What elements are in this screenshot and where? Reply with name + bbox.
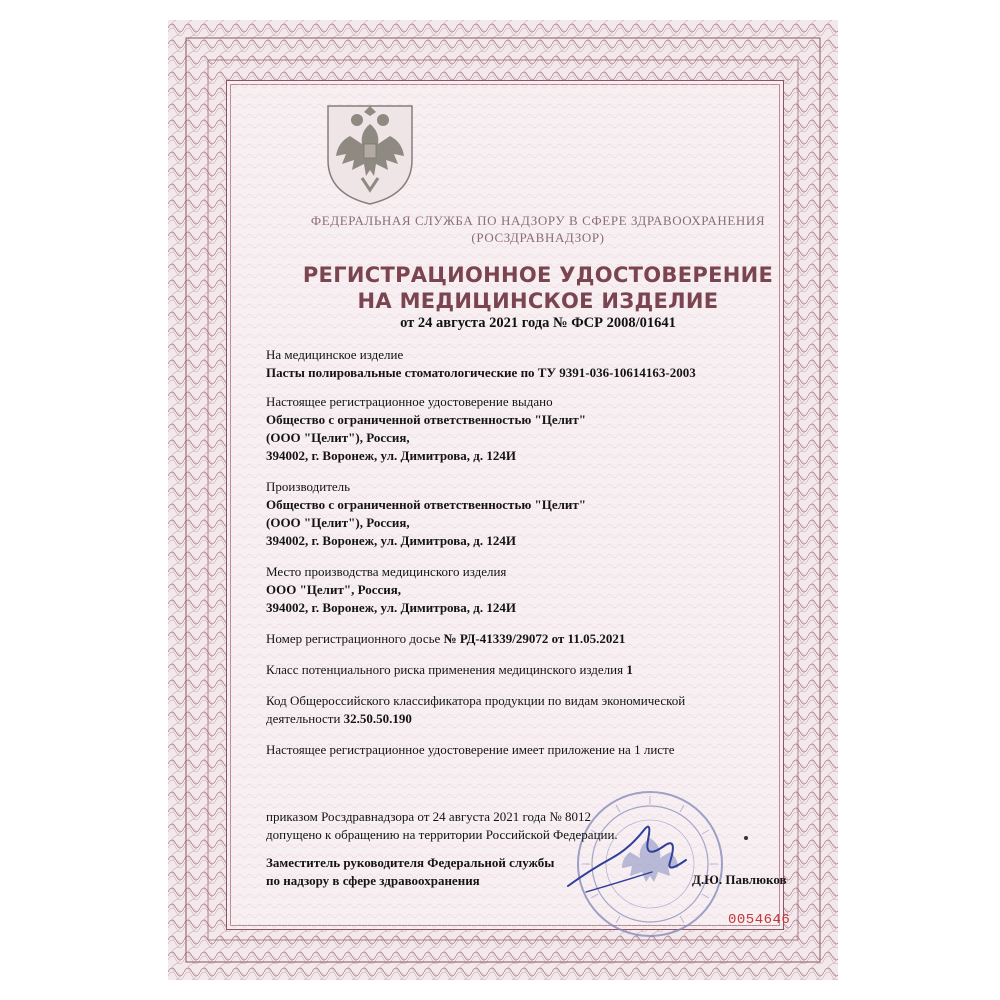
risk-class-value: 1 [626, 662, 633, 677]
agency-name-line2: (РОСЗДРАВНАДЗОР) [471, 230, 605, 245]
appendix-text: Настоящее регистрационное удостоверение имеет приложение на 1 листе [266, 742, 675, 757]
order-text [266, 808, 746, 844]
risk-class-label: Класс потенциального риска применения медицинского изделия [266, 662, 624, 677]
issued-to-address: 394002, г. Воронеж, ул. Димитрова, д. 124И [266, 448, 516, 463]
device-name: Пасты полировальные стоматологические по ТУ 9391-036-10614163-2003 [266, 365, 696, 380]
okpd-row [266, 710, 766, 728]
manufacturer-address: 394002, г. Воронеж, ул. Димитрова, д. 124И [266, 533, 516, 548]
issued-to-org: Общество с ограниченной ответственностью "Целит" [266, 412, 586, 427]
serial-number: 0054646 [728, 912, 791, 928]
order-line2: допущено к обращению на территории Российской Федерации. [266, 827, 618, 842]
device-label: На медицинское изделие [266, 347, 404, 362]
okpd-label-line1: Код Общероссийского классификатора продукции по видам экономической [266, 693, 686, 708]
agency-name-line1: ФЕДЕРАЛЬНАЯ СЛУЖБА ПО НАДЗОРУ В СФЕРЕ ЗДРАВООХРАНЕНИЯ [310, 213, 766, 228]
production-site-label: Место производства медицинского изделия [266, 564, 507, 579]
certificate-body [266, 346, 766, 759]
signer-name: Д.Ю. Павлюков [692, 872, 787, 887]
manufacturer-org: Общество с ограниченной ответственностью "Целит" [266, 497, 586, 512]
manufacturer-short: (ООО "Целит"), Россия, [266, 515, 410, 530]
okpd-label-line2: деятельности [266, 711, 341, 726]
title-line1: РЕГИСТРАЦИОННОЕ УДОСТОВЕРЕНИЕ [302, 263, 774, 287]
issued-to-label: Настоящее регистрационное удостоверение выдано [266, 394, 553, 409]
production-site-address: 394002, г. Воронеж, ул. Димитрова, д. 124И [266, 600, 516, 615]
production-site-org: ООО "Целит", Россия, [266, 582, 402, 597]
dossier-label: Номер регистрационного досье [266, 631, 441, 646]
manufacturer-label: Производитель [266, 479, 351, 494]
issued-to-short: (ООО "Целит"), Россия, [266, 430, 410, 445]
dossier-row [266, 630, 766, 648]
bullet-dot [744, 836, 748, 840]
signer-position-line2: по надзору в сфере здравоохранения [266, 873, 480, 888]
order-line1: приказом Росздравнадзора от 24 августа 2021 года № 8012 [266, 809, 591, 824]
coat-of-arms-icon [320, 98, 420, 208]
signer-position-line1: Заместитель руководителя Федеральной службы [266, 855, 555, 870]
signer-position [266, 854, 686, 890]
certificate-title [268, 262, 808, 314]
okpd-value: 32.50.50.190 [343, 711, 412, 726]
dossier-value: № РД-41339/29072 от 11.05.2021 [443, 631, 626, 646]
title-line2: НА МЕДИЦИНСКОЕ ИЗДЕЛИЕ [357, 289, 719, 313]
agency-name [268, 212, 808, 246]
certificate-date-number: от 24 августа 2021 года № ФСР 2008/01641 [400, 315, 676, 331]
risk-class-row [266, 661, 766, 679]
